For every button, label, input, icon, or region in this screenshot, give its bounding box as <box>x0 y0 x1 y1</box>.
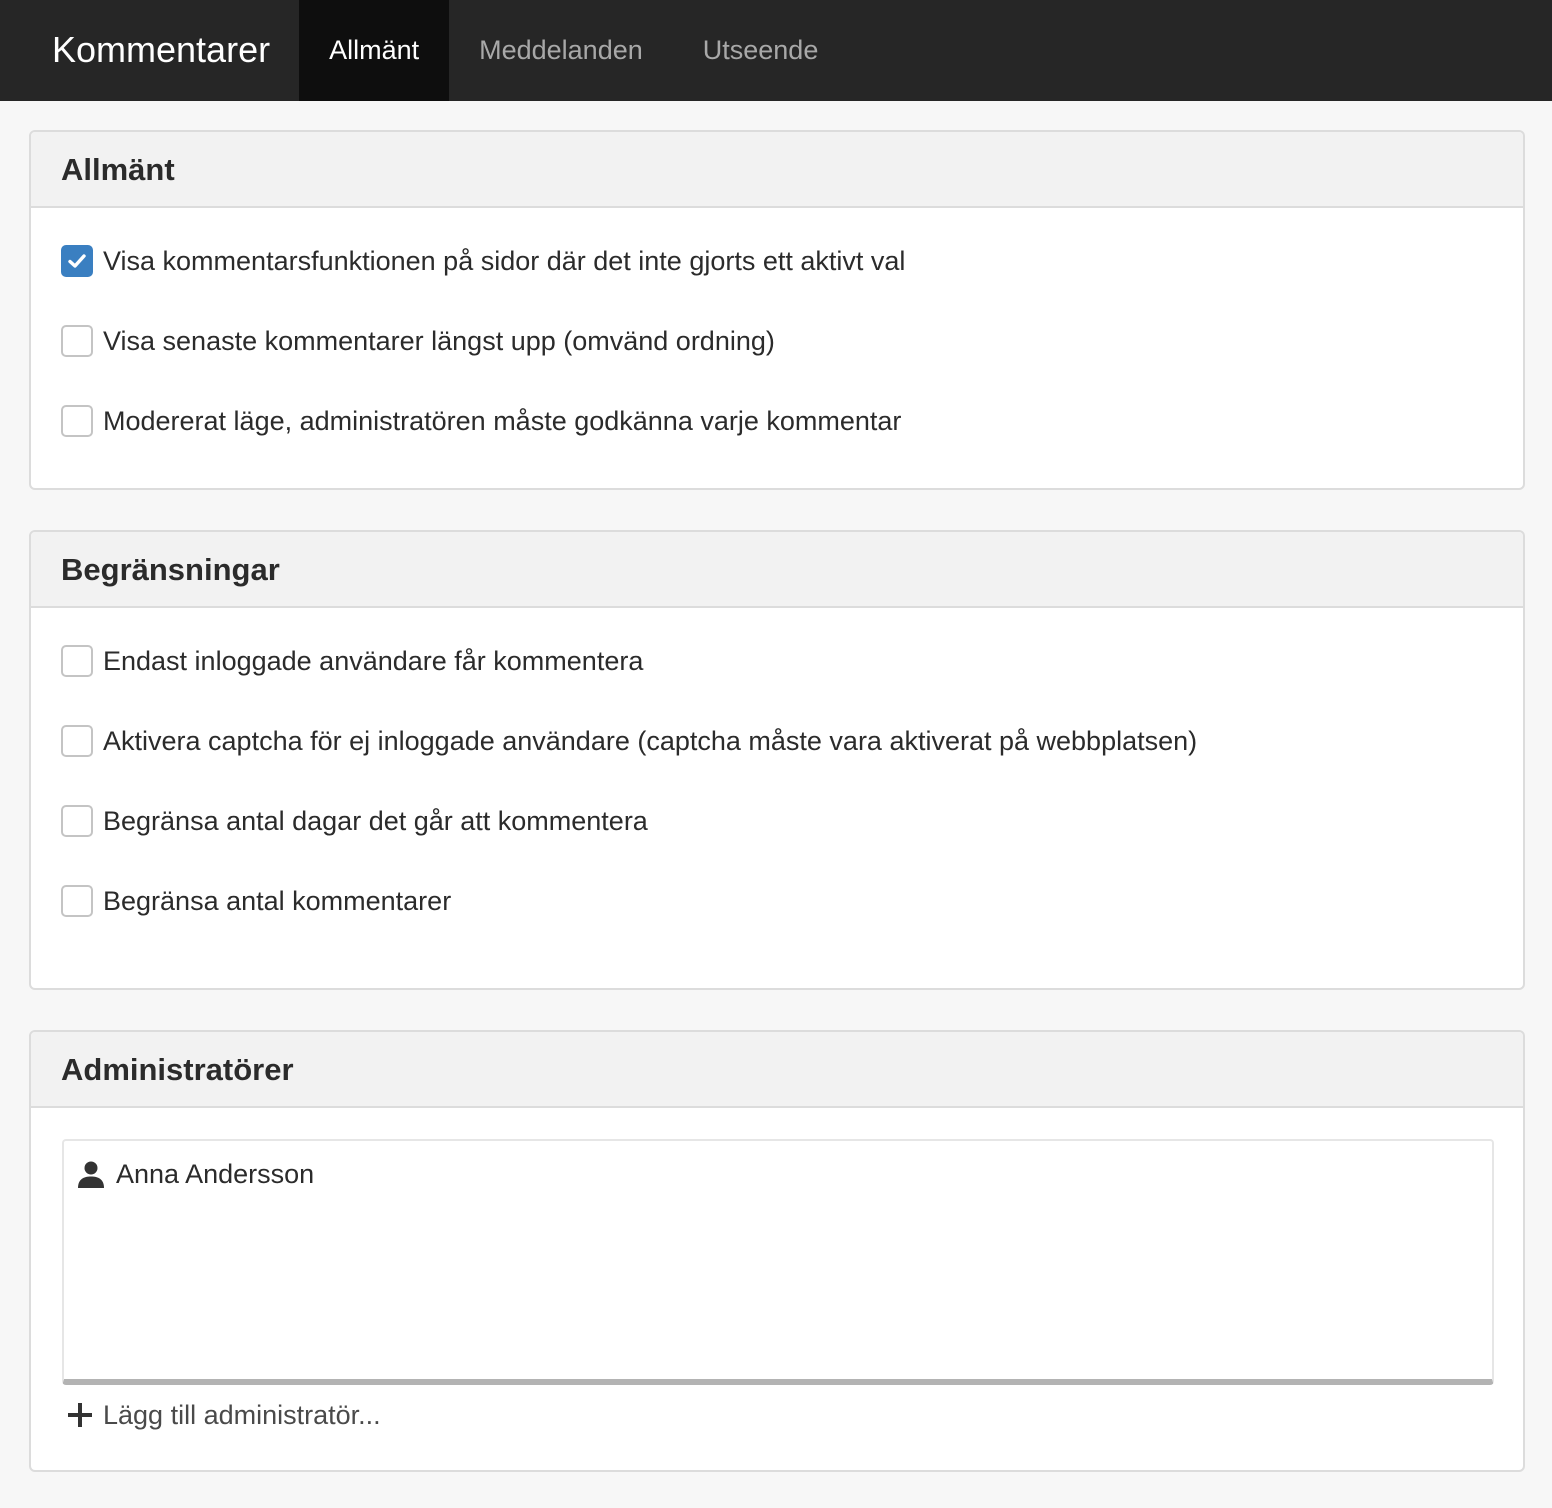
option-label: Visa kommentarsfunktionen på sidor där det inte gjorts ett aktivt val <box>103 246 906 276</box>
administrator-list[interactable] <box>62 1139 1494 1385</box>
checkbox-logged-in-only[interactable] <box>61 645 93 677</box>
general-panel <box>29 130 1525 490</box>
checkbox-limit-comments[interactable] <box>61 885 93 917</box>
administrator-name: Anna Andersson <box>116 1159 315 1189</box>
option-logged-in-only[interactable] <box>61 638 1493 718</box>
option-label: Endast inloggade användare får kommentera <box>103 646 644 676</box>
checkmark-icon <box>66 250 88 272</box>
top-navigation-bar <box>0 0 1552 101</box>
app-title: Kommentarer <box>52 29 271 70</box>
checkbox-limit-days[interactable] <box>61 805 93 837</box>
administrator-item[interactable] <box>76 1157 314 1191</box>
general-panel-title: Allmänt <box>31 132 1523 208</box>
administrators-panel-title: Administratörer <box>31 1032 1523 1108</box>
option-reverse-order[interactable] <box>61 318 1493 398</box>
option-label: Visa senaste kommentarer längst upp (omvänd ordning) <box>103 326 775 356</box>
option-limit-days[interactable] <box>61 798 1493 878</box>
checkbox-captcha[interactable] <box>61 725 93 757</box>
tab-allmant[interactable]: Allmänt <box>299 0 449 101</box>
option-captcha[interactable] <box>61 718 1493 798</box>
checkbox-reverse-order[interactable] <box>61 325 93 357</box>
add-administrator-button[interactable] <box>67 1398 381 1432</box>
option-label: Aktivera captcha för ej inloggade användare (captcha måste vara aktiverat på webbplatsen) <box>103 726 1198 756</box>
checkbox-moderated-mode[interactable] <box>61 405 93 437</box>
option-label: Modererat läge, administratören måste godkänna varje kommentar <box>103 406 902 436</box>
tab-meddelanden[interactable]: Meddelanden <box>479 35 643 65</box>
tab-utseende[interactable]: Utseende <box>702 35 819 65</box>
restrictions-panel-title: Begränsningar <box>31 532 1523 608</box>
add-administrator-label: Lägg till administratör... <box>103 1400 381 1430</box>
option-limit-comments[interactable] <box>61 878 1493 958</box>
option-show-comments-default[interactable] <box>61 238 1493 318</box>
option-label: Begränsa antal dagar det går att kommentera <box>103 806 648 836</box>
checkbox-show-comments-default[interactable] <box>61 245 93 277</box>
user-icon <box>76 1159 106 1189</box>
administrators-panel <box>29 1030 1525 1472</box>
plus-icon <box>67 1402 93 1428</box>
option-label: Begränsa antal kommentarer <box>103 886 452 916</box>
restrictions-panel <box>29 530 1525 990</box>
option-moderated-mode[interactable] <box>61 398 1493 478</box>
